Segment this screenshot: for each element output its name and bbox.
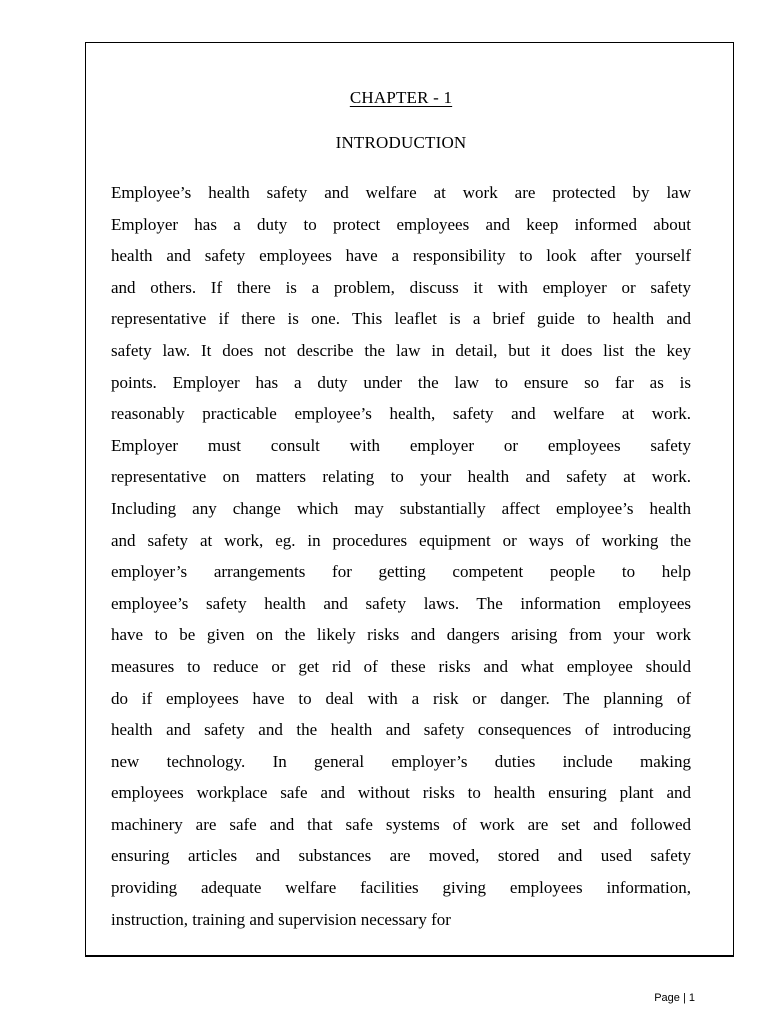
body-line: employer’s arrangements for getting competent people to help bbox=[111, 562, 691, 582]
body-line: points. Employer has a duty under the law to ensure so far as is bbox=[111, 372, 691, 392]
chapter-heading: CHAPTER - 1 bbox=[349, 88, 453, 107]
body-line: health and safety and the health and safety consequences of introducing bbox=[111, 720, 691, 740]
body-line: employee’s safety health and safety laws. The information employees bbox=[111, 593, 691, 613]
body-line: have to be given on the likely risks and dangers arising from your work bbox=[111, 625, 691, 645]
body-line: and safety at work, eg. in procedures equipment or ways of working the bbox=[111, 530, 691, 550]
body-line: measures to reduce or get rid of these risks and what employee should bbox=[111, 656, 691, 676]
body-line: employees workplace safe and without risks to health ensuring plant and bbox=[111, 783, 691, 803]
section-title: INTRODUCTION bbox=[335, 133, 467, 152]
body-line: representative if there is one. This leaflet is a brief guide to health and bbox=[111, 309, 691, 329]
body-line: health and safety employees have a responsibility to look after yourself bbox=[111, 246, 691, 266]
body-line: and others. If there is a problem, discuss it with employer or safety bbox=[111, 277, 691, 297]
body-line: Including any change which may substantially affect employee’s health bbox=[111, 498, 691, 518]
body-line: Employer has a duty to protect employees and keep informed about bbox=[111, 214, 691, 234]
body-line: ensuring articles and substances are moved, stored and used safety bbox=[111, 846, 691, 866]
bottom-rule bbox=[85, 955, 734, 957]
body-line: do if employees have to deal with a risk or danger. The planning of bbox=[111, 688, 691, 708]
body-line: Employer must consult with employer or employees safety bbox=[111, 435, 691, 455]
body-line: safety law. It does not describe the law in detail, but it does list the key bbox=[111, 340, 691, 360]
page-number-footer: Page | 1 bbox=[654, 992, 695, 1004]
body-line: providing adequate welfare facilities giving employees information, bbox=[111, 878, 691, 898]
body-line: representative on matters relating to your health and safety at work. bbox=[111, 467, 691, 487]
body-line: machinery are safe and that safe systems of work are set and followed bbox=[111, 814, 691, 834]
body-paragraph bbox=[111, 177, 691, 935]
body-line: instruction, training and supervision necessary for bbox=[111, 909, 451, 929]
body-line: reasonably practicable employee’s health, safety and welfare at work. bbox=[111, 404, 691, 424]
body-line: Employee’s health safety and welfare at work are protected by law bbox=[111, 183, 691, 202]
body-line: new technology. In general employer’s duties include making bbox=[111, 751, 691, 771]
